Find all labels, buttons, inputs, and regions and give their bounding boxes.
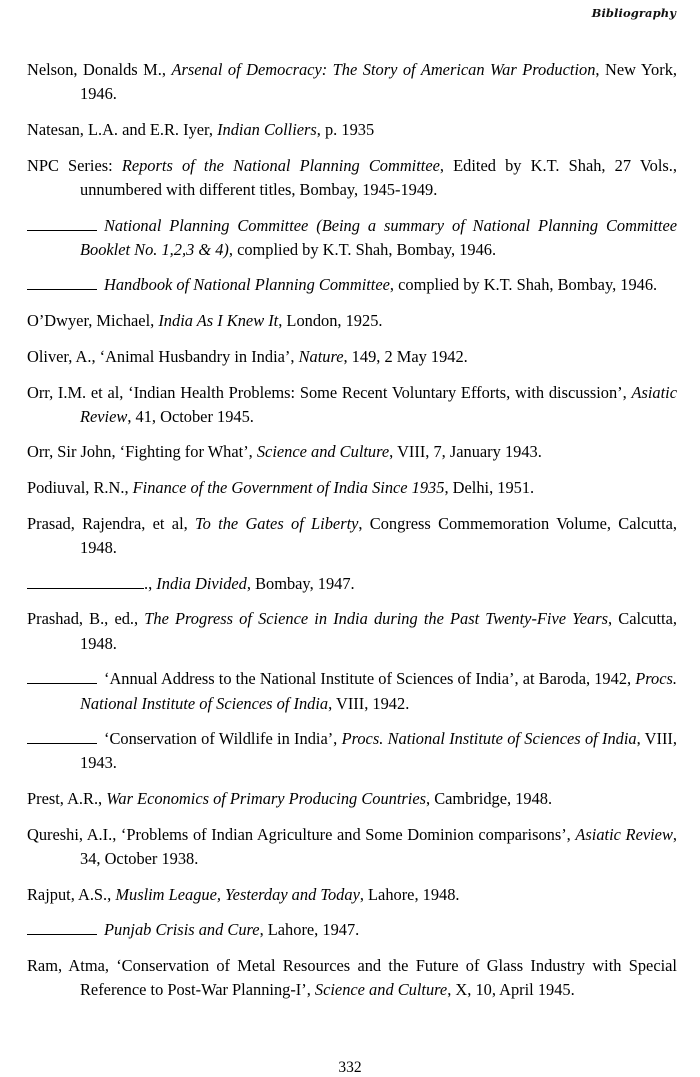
bibliography-entry (27, 918, 677, 942)
entry-title: Asiatic Review (575, 824, 673, 844)
entry-text: , Cambridge, 1948. (426, 789, 553, 809)
entry-title: Handbook of National Planning Committee (104, 275, 390, 295)
entry-title: Science and Culture (314, 980, 448, 1000)
entry-text: Orr, Sir John, ‘Fighting for What’, (27, 442, 257, 462)
entry-text: ‘Conservation of Wildlife in India’, (104, 729, 342, 749)
entry-text: , 149, 2 May 1942. (343, 346, 468, 366)
repeated-author-rule (27, 731, 97, 744)
bibliography-entry (27, 58, 677, 106)
entry-text: , London, 1925. (278, 311, 383, 331)
entry-title: National Planning Committee (Being a summary of National Planning Committee Booklet No. 1,2,3 & 4) (80, 215, 677, 259)
bibliography-entry (27, 345, 677, 369)
entry-title: Punjab Crisis and Cure (104, 920, 260, 940)
entry-text: O’Dwyer, Michael, (27, 311, 159, 331)
entry-text: , Bombay, 1947. (246, 573, 355, 593)
entry-title: War Economics of Primary Producing Countries (106, 789, 426, 809)
bibliography-entry (27, 381, 677, 429)
entry-title: India As I Knew It (158, 311, 279, 331)
bibliography-entry (27, 309, 677, 333)
entry-text: , Delhi, 1951. (444, 478, 535, 498)
entry-title: Procs. National Institute of Sciences of India (80, 669, 677, 713)
entry-text: Rajput, A.S., (27, 884, 116, 904)
entry-text: Natesan, L.A. and E.R. Iyer, (27, 119, 218, 139)
entry-text: , Calcutta, 1948. (80, 609, 677, 653)
entry-text: , Lahore, 1948. (359, 884, 460, 904)
entry-text: , VIII, 7, January 1943. (389, 442, 542, 462)
repeated-author-rule (27, 672, 97, 685)
running-head: Bibliography (591, 6, 676, 20)
bibliography-entry (27, 787, 677, 811)
entry-text: Prashad, B., ed., (27, 609, 145, 629)
entry-title: Finance of the Government of India Since 1935 (132, 478, 445, 498)
entry-title: Procs. National Institute of Sciences of India (341, 729, 637, 749)
entry-title: To the Gates of Liberty (195, 513, 359, 533)
entry-text: Oliver, A., ‘Animal Husbandry in India’, (27, 346, 299, 366)
bibliography-entry (27, 512, 677, 560)
entry-title: Muslim League, Yesterday and Today (115, 884, 360, 904)
entry-text: ‘Annual Address to the National Institute of Sciences of India’, at Baroda, 1942, (104, 669, 636, 689)
bibliography-entry (27, 118, 677, 142)
entry-text: , VIII, 1943. (80, 729, 677, 773)
entry-text: , 41, October 1945. (127, 406, 254, 426)
bibliography-entry (27, 607, 677, 655)
entry-title: Science and Culture (256, 442, 390, 462)
entry-text: Prest, A.R., (27, 789, 107, 809)
entry-text: , Lahore, 1947. (259, 920, 360, 940)
entry-title: Arsenal of Democracy: The Story of American War Production (171, 60, 596, 79)
entry-text: Podiuval, R.N., (27, 478, 133, 498)
repeated-author-rule (27, 576, 144, 589)
bibliography-entry (27, 823, 677, 871)
bibliography-entry (27, 572, 677, 596)
bibliography-entry (27, 476, 677, 500)
bibliography-entry-list (27, 58, 677, 1014)
entry-title: The Progress of Science in India during the Past Twenty-Five Years (144, 609, 609, 629)
repeated-author-rule (27, 278, 97, 291)
entry-text: , VIII, 1942. (328, 693, 410, 713)
entry-text: Orr, I.M. et al, ‘Indian Health Problems: Some Recent Voluntary Efforts, with discussion’, (27, 382, 632, 402)
entry-title: Nature (298, 346, 344, 366)
entry-title: Reports of the National Planning Committee (121, 155, 440, 175)
bibliography-entry (27, 667, 677, 715)
bibliography-entry (27, 154, 677, 202)
entry-text: , Edited by K.T. Shah, 27 Vols., unnumbered with different titles, Bombay, 1945-1949. (80, 155, 677, 199)
entry-text: , New York, 1946. (80, 60, 677, 104)
entry-text: Ram, Atma, ‘Conservation of Metal Resources and the Future of Glass Industry with Special Reference to Post-War Planning-I’, (27, 956, 677, 1000)
entry-text: Nelson, Donalds M., (27, 60, 172, 79)
bibliography-entry (27, 727, 677, 775)
bibliography-entry (27, 273, 677, 297)
entry-text: Qureshi, A.I., ‘Problems of Indian Agriculture and Some Dominion comparisons’, (27, 824, 576, 844)
entry-text: , complied by K.T. Shah, Bombay, 1946. (389, 275, 658, 295)
bibliography-entry (27, 954, 677, 1002)
entry-text: ., (144, 573, 157, 593)
entry-text: Prasad, Rajendra, et al, (27, 513, 196, 533)
entry-text: , X, 10, April 1945. (447, 980, 575, 1000)
repeated-author-rule (27, 923, 97, 936)
entry-text: NPC Series: (27, 155, 122, 175)
entry-title: Asiatic Review (80, 382, 677, 426)
entry-title: India Divided (156, 573, 247, 593)
page-number: 332 (338, 1059, 362, 1076)
entry-text: , 34, October 1938. (80, 824, 677, 869)
bibliography-entry (27, 883, 677, 907)
bibliography-entry (27, 214, 677, 262)
entry-title: Indian Colliers (217, 119, 317, 139)
repeated-author-rule (27, 218, 97, 231)
entry-text: , Congress Commemoration Volume, Calcutta, 1948. (80, 513, 678, 558)
entry-text: , complied by K.T. Shah, Bombay, 1946. (228, 239, 497, 259)
entry-text: , p. 1935 (316, 119, 375, 139)
bibliography-entry (27, 440, 677, 464)
